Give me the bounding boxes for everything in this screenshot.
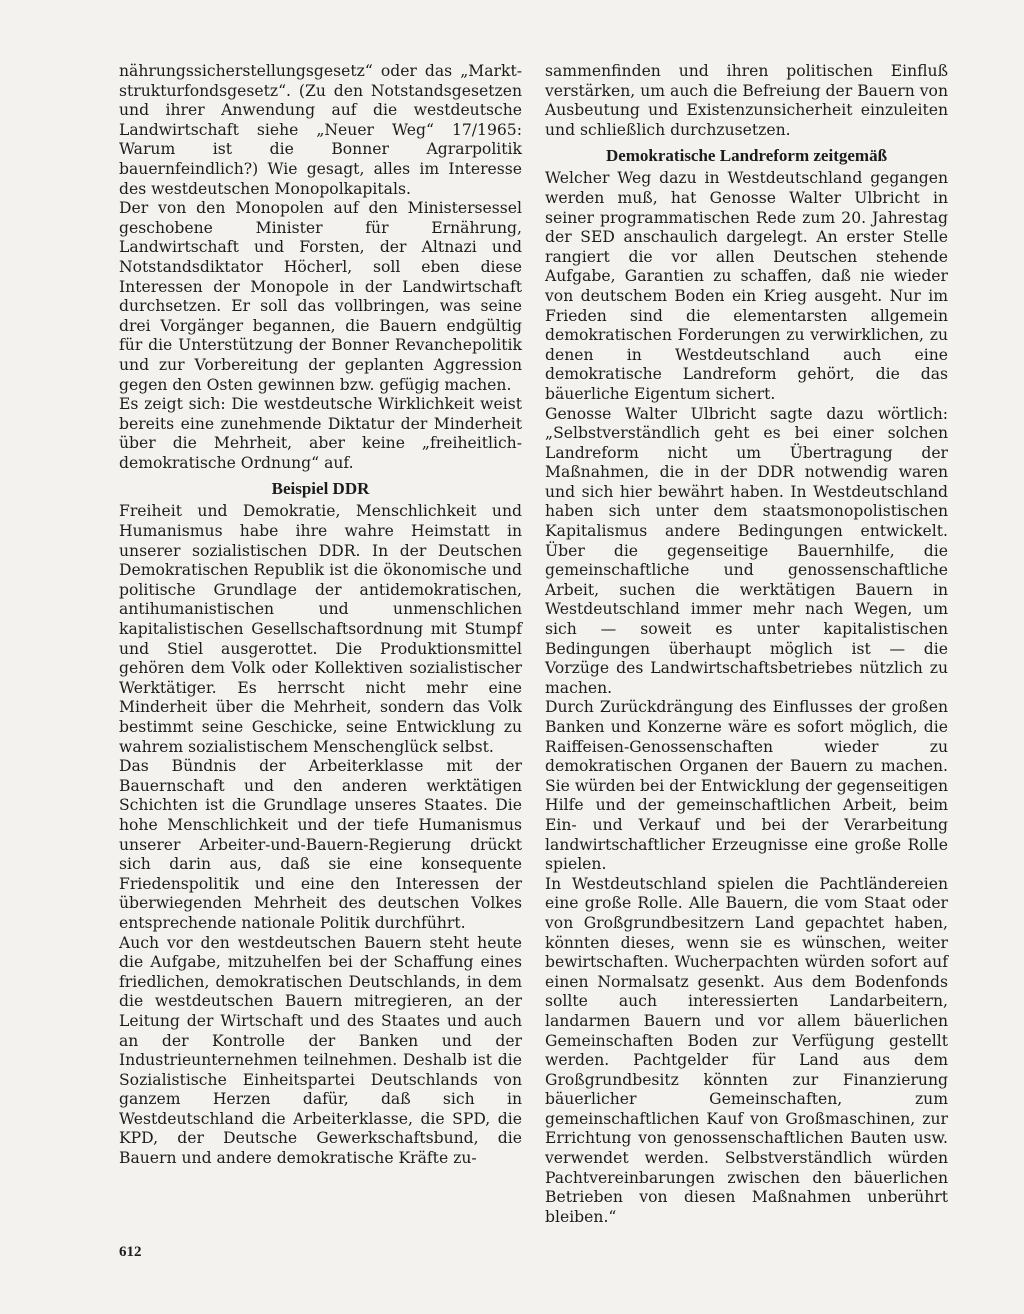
section-heading: Beispiel DDR — [271, 479, 370, 499]
paragraph: Genosse Walter Ulbricht sagte dazu wörtlich: „Selbstverständlich geht es bei einer solchen Landreform nicht um Übertragung der Maßnahmen, die in der DDR notwendig waren und sich hier bewährt haben. In Westdeutschland haben sich unter dem staatsmonopolistischen Kapitalismus andere Bedingungen entwickelt. Über die gegenseitige Bauernhilfe, die gemeinschaftliche und genossenschaftliche Arbeit, suchen die werktätigen Bauern in Westdeutschland immer mehr nach Wegen, um sich — soweit es unter kapitalistischen Bedingungen überhaupt möglich ist — die Vorzüge des Landwirtschaftsbetriebes nützlich zu machen. — [545, 404, 948, 697]
paragraph: Es zeigt sich: Die westdeutsche Wirklichkeit weist bereits eine zunehmende Diktatur der Minderheit über die Mehrheit, aber keine „freiheitlich-demokratische Ordnung“ auf. — [119, 395, 522, 472]
paragraph: Welcher Weg dazu in Westdeutschland gegangen werden muß, hat Genosse Walter Ulbricht in seiner programmatischen Rede zum 20. Jahrestag der SED anschaulich dargelegt. An erster Stelle rangiert die vor allen Deutschen stehende Aufgabe, Garantien zu schaffen, daß nie wieder von deutschem Boden ein Krieg ausgeht. Nur im Frieden sind die elementarsten allgemein demokratischen Forderungen zu verwirklichen, zu denen in Westdeutschland auch eine demokratische Landreform gehört, die das bäuerliche Eigentum sichert. — [545, 169, 948, 403]
paragraph: Freiheit und Demokratie, Menschlichkeit und Humanismus habe ihre wahre Heimstatt in unserer sozialistischen DDR. In der Deutschen Demokratischen Republik ist die ökonomische und politische Grundlage der antidemokratischen, antihumanistischen und unmenschlichen kapitalistischen Gesellschaftsordnung mit Stumpf und Stiel ausgerottet. Die Produktionsmittel gehören dem Volk oder Kollektiven sozialistischer Werktätiger. Es herrscht nicht mehr eine Minderheit über die Mehrheit, sondern das Volk bestimmt seine Geschicke, seine Entwicklung zu wahrem sozialistischem Menschenglück selbst. — [119, 502, 522, 756]
page-number: 612 — [119, 1244, 142, 1260]
paragraph: Auch vor den westdeutschen Bauern steht heute die Aufgabe, mitzuhelfen bei der Schaffung eines friedlichen, demokratischen Deutschlands, in dem die westdeutschen Bauern mitregieren, an der Leitung der Wirtschaft und des Staates und auch an der Kontrolle der Banken und der Industrieunternehmen teilnehmen. Deshalb ist die Sozialistische Einheitspartei Deutschlands von ganzem Herzen dafür, daß sich in Westdeutschland die Arbeiterklasse, die SPD, die KPD, der Deutsche Gewerkschaftsbund, die Bauern und andere demokratische Kräfte zu- — [119, 933, 522, 1168]
right-column — [545, 62, 948, 1227]
left-column — [119, 62, 522, 1169]
paragraph: Der von den Monopolen auf den Ministersessel geschobene Minister für Ernährung, Landwirtschaft und Forsten, der Altnazi und Notstandsdiktator Höcherl, soll eben diese Interessen der Monopole in der Landwirtschaft durchsetzen. Er soll das vollbringen, was seine drei Vorgänger begannen, die Bauern endgültig für die Unterstützung der Bonner Revanchepolitik und zur Vorbereitung der geplanten Aggression gegen den Osten gewinnen bzw. gefügig machen. — [119, 199, 522, 394]
paragraph: Das Bündnis der Arbeiterklasse mit der Bauernschaft und den anderen werktätigen Schichten ist die Grundlage unseres Staates. Die hohe Menschlichkeit und der tiefe Humanismus unserer Arbeiter-und-Bauern-Regierung drückt sich darin aus, daß sie eine konsequente Friedenspolitik und eine den Interessen der überwiegenden Mehrheit des deutschen Volkes entsprechende nationale Politik durchführt. — [119, 757, 522, 932]
paragraph: nährungssicherstellungsgesetz“ oder das „Markt-strukturfondsgesetz“. (Zu den Notstandsgesetzen und ihrer Anwendung auf die westdeutsche Landwirtschaft siehe „Neuer Weg“ 17/1965: Warum ist die Bonner Agrarpolitik bauernfeindlich?) Wie gesagt, alles im Interesse des westdeutschen Monopolkapitals. — [119, 62, 522, 198]
paragraph: sammenfinden und ihren politischen Einfluß verstärken, um auch die Befreiung der Bauern von Ausbeutung und Existenzunsicherheit einzuleiten und schließlich durchzusetzen. — [545, 62, 948, 139]
paragraph: Durch Zurückdrängung des Einflusses der großen Banken und Konzerne wäre es sofort möglich, die Raiffeisen-Genossenschaften wieder zu demokratischen Organen der Bauern zu machen. Sie würden bei der Entwicklung der gegenseitigen Hilfe und der gemeinschaftlichen Arbeit, beim Ein- und Verkauf und bei der Verarbeitung landwirtschaftlicher Erzeugnisse eine große Rolle spielen. — [545, 698, 948, 874]
paragraph: In Westdeutschland spielen die Pachtländereien eine große Rolle. Alle Bauern, die vom Staat oder von Großgrundbesitzern Land gepachtet haben, könnten dieses, wenn sie es wünschen, weiter bewirtschaften. Wucherpachten würden sofort auf einen Normalsatz gesenkt. Aus dem Bodenfonds sollte auch interessierten Landarbeitern, landarmen Bauern und vor allem bäuerlichen Gemeinschaften Boden zur Verfügung gestellt werden. Pachtgelder für Land aus dem Großgrundbesitz könnten zur Finanzierung bäuerlicher Gemeinschaften, zum gemeinschaftlichen Kauf von Großmaschinen, zur Errichtung von genossenschaftlichen Bauten usw. verwendet werden. Selbstverständlich würden Pachtvereinbarungen zwischen den bäuerlichen Betrieben von diesen Maßnahmen unberührt bleiben.“ — [545, 874, 948, 1226]
section-heading: Demokratische Landreform zeitgemäß — [605, 146, 888, 166]
